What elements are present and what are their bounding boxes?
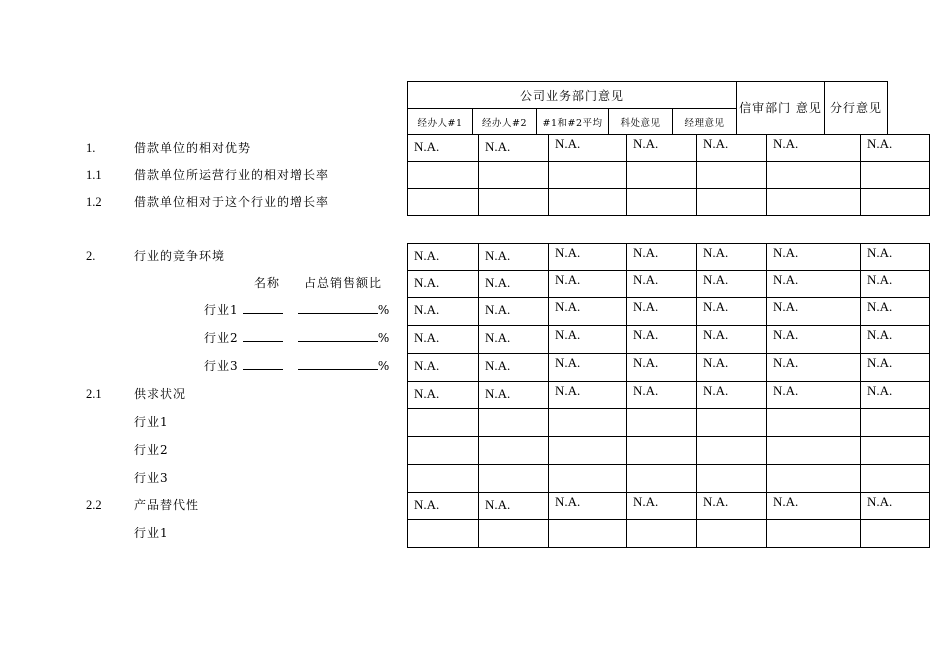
na-cell: N.A. xyxy=(549,326,627,354)
header-credit-dept: 信审部门 意见 xyxy=(737,82,825,135)
empty-cell xyxy=(408,465,479,493)
na-cell: N.A. xyxy=(697,135,767,162)
empty-cell xyxy=(408,189,479,216)
na-cell: N.A. xyxy=(408,354,479,382)
table-row xyxy=(408,298,930,326)
na-cell: N.A. xyxy=(549,271,627,298)
empty-cell xyxy=(479,437,549,465)
na-cell: N.A. xyxy=(627,271,697,298)
na-cell: N.A. xyxy=(549,298,627,326)
table-row xyxy=(408,465,930,493)
na-cell: N.A. xyxy=(408,382,479,409)
item-title-2-2: 产品替代性 xyxy=(134,498,200,512)
na-cell: N.A. xyxy=(479,135,549,162)
table-row xyxy=(408,162,930,189)
na-cell: N.A. xyxy=(767,298,861,326)
empty-cell xyxy=(627,409,697,437)
section-1-table xyxy=(407,134,930,216)
empty-cell xyxy=(408,162,479,189)
industry-label: 行业1 xyxy=(204,303,239,317)
percent-sign: % xyxy=(377,331,391,345)
opinion-header-table xyxy=(407,81,888,135)
empty-cell xyxy=(479,162,549,189)
na-cell: N.A. xyxy=(861,354,930,382)
na-cell: N.A. xyxy=(861,382,930,409)
na-cell: N.A. xyxy=(408,135,479,162)
na-cell: N.A. xyxy=(627,135,697,162)
table-row xyxy=(408,244,930,271)
empty-cell xyxy=(697,465,767,493)
na-cell: N.A. xyxy=(408,298,479,326)
table-row xyxy=(408,354,930,382)
empty-cell xyxy=(479,409,549,437)
empty-cell xyxy=(697,189,767,216)
empty-cell xyxy=(549,520,627,548)
na-cell: N.A. xyxy=(549,382,627,409)
empty-cell xyxy=(767,409,861,437)
na-cell: N.A. xyxy=(479,244,549,271)
na-cell: N.A. xyxy=(627,326,697,354)
na-cell: N.A. xyxy=(861,298,930,326)
empty-cell xyxy=(479,189,549,216)
industry-row-2 xyxy=(204,330,390,346)
item-number-1-1: 1.1 xyxy=(86,168,102,182)
industry-row-1 xyxy=(204,302,390,318)
na-cell: N.A. xyxy=(767,493,861,520)
empty-cell xyxy=(767,520,861,548)
na-cell: N.A. xyxy=(479,271,549,298)
empty-cell xyxy=(767,189,861,216)
item-number-2-2: 2.2 xyxy=(86,498,102,512)
empty-cell xyxy=(408,437,479,465)
item-title-1: 借款单位的相对优势 xyxy=(134,141,252,155)
table-row xyxy=(408,382,930,409)
empty-cell xyxy=(549,189,627,216)
empty-cell xyxy=(697,437,767,465)
na-cell: N.A. xyxy=(767,135,861,162)
percent-sign: % xyxy=(377,359,391,373)
industry-row-3 xyxy=(204,358,390,374)
na-cell: N.A. xyxy=(549,244,627,271)
header-handler-2: 经办人#2 xyxy=(473,109,537,135)
table-row xyxy=(408,520,930,548)
industry-label: 行业2 xyxy=(204,331,239,345)
list-item: 行业2 xyxy=(134,443,169,457)
na-cell: N.A. xyxy=(479,354,549,382)
table-row xyxy=(408,189,930,216)
empty-cell xyxy=(697,520,767,548)
na-cell: N.A. xyxy=(408,244,479,271)
item-number-2-1: 2.1 xyxy=(86,387,102,401)
na-cell: N.A. xyxy=(549,493,627,520)
empty-cell xyxy=(627,437,697,465)
na-cell: N.A. xyxy=(767,382,861,409)
item-title-1-2: 借款单位相对于这个行业的增长率 xyxy=(134,195,330,209)
share-blank xyxy=(298,359,378,370)
na-cell: N.A. xyxy=(697,298,767,326)
table-row xyxy=(408,326,930,354)
na-cell: N.A. xyxy=(767,326,861,354)
column-label-name: 名称 xyxy=(254,276,281,290)
table-row xyxy=(408,493,930,520)
empty-cell xyxy=(767,162,861,189)
empty-cell xyxy=(861,189,930,216)
na-cell: N.A. xyxy=(697,326,767,354)
empty-cell xyxy=(408,409,479,437)
na-cell: N.A. xyxy=(861,135,930,162)
header-manager-opinion: 经理意见 xyxy=(673,109,737,135)
list-item: 行业1 xyxy=(134,526,169,540)
name-blank xyxy=(243,331,283,342)
empty-cell xyxy=(697,162,767,189)
table-row xyxy=(408,135,930,162)
na-cell: N.A. xyxy=(627,354,697,382)
empty-cell xyxy=(479,465,549,493)
header-average: #1和#2平均 xyxy=(537,109,609,135)
list-item: 行业3 xyxy=(134,471,169,485)
share-blank xyxy=(298,303,378,314)
list-item: 行业1 xyxy=(134,415,169,429)
na-cell: N.A. xyxy=(861,326,930,354)
na-cell: N.A. xyxy=(627,298,697,326)
na-cell: N.A. xyxy=(627,382,697,409)
na-cell: N.A. xyxy=(861,493,930,520)
item-title-2-1: 供求状况 xyxy=(134,387,187,401)
empty-cell xyxy=(627,465,697,493)
header-section-opinion: 科处意见 xyxy=(609,109,673,135)
na-cell: N.A. xyxy=(767,271,861,298)
na-cell: N.A. xyxy=(479,326,549,354)
na-cell: N.A. xyxy=(549,354,627,382)
header-handler-1: 经办人#1 xyxy=(408,109,473,135)
item-title-1-1: 借款单位所运营行业的相对增长率 xyxy=(134,168,330,182)
header-company-dept: 公司业务部门意见 xyxy=(408,82,737,109)
industry-label: 行业3 xyxy=(204,359,239,373)
name-blank xyxy=(243,303,283,314)
na-cell: N.A. xyxy=(549,135,627,162)
empty-cell xyxy=(627,189,697,216)
na-cell: N.A. xyxy=(408,493,479,520)
share-blank xyxy=(298,331,378,342)
na-cell: N.A. xyxy=(767,244,861,271)
item-number-2: 2. xyxy=(86,249,96,263)
na-cell: N.A. xyxy=(861,271,930,298)
name-blank xyxy=(243,359,283,370)
empty-cell xyxy=(408,520,479,548)
na-cell: N.A. xyxy=(697,354,767,382)
na-cell: N.A. xyxy=(697,382,767,409)
empty-cell xyxy=(627,520,697,548)
empty-cell xyxy=(767,437,861,465)
empty-cell xyxy=(697,409,767,437)
na-cell: N.A. xyxy=(697,271,767,298)
empty-cell xyxy=(861,437,930,465)
column-label-sales-share: 占总销售额比 xyxy=(304,276,383,290)
empty-cell xyxy=(549,409,627,437)
empty-cell xyxy=(861,520,930,548)
empty-cell xyxy=(861,162,930,189)
empty-cell xyxy=(861,465,930,493)
item-title-2: 行业的竞争环境 xyxy=(134,249,226,263)
item-number-1: 1. xyxy=(86,141,96,155)
header-branch: 分行意见 xyxy=(825,82,888,135)
empty-cell xyxy=(627,162,697,189)
na-cell: N.A. xyxy=(627,493,697,520)
na-cell: N.A. xyxy=(479,493,549,520)
na-cell: N.A. xyxy=(697,493,767,520)
na-cell: N.A. xyxy=(408,326,479,354)
na-cell: N.A. xyxy=(861,244,930,271)
table-row xyxy=(408,271,930,298)
empty-cell xyxy=(479,520,549,548)
na-cell: N.A. xyxy=(767,354,861,382)
empty-cell xyxy=(549,465,627,493)
table-row xyxy=(408,437,930,465)
table-row xyxy=(408,409,930,437)
empty-cell xyxy=(549,162,627,189)
empty-cell xyxy=(549,437,627,465)
empty-cell xyxy=(767,465,861,493)
na-cell: N.A. xyxy=(408,271,479,298)
na-cell: N.A. xyxy=(627,244,697,271)
na-cell: N.A. xyxy=(479,382,549,409)
section-2-table xyxy=(407,243,930,548)
item-number-1-2: 1.2 xyxy=(86,195,102,209)
na-cell: N.A. xyxy=(697,244,767,271)
percent-sign: % xyxy=(377,303,391,317)
empty-cell xyxy=(861,409,930,437)
na-cell: N.A. xyxy=(479,298,549,326)
